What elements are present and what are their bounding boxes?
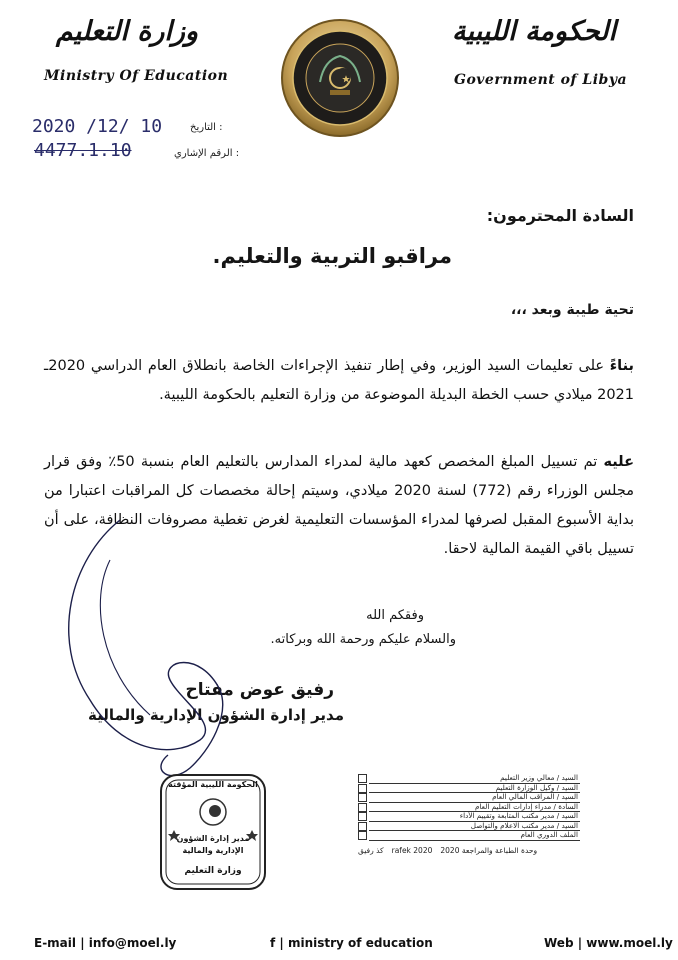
paragraph-2-text: تم تسييل المبلغ المخصص كعهد مالية لمدراء المدارس بالتعليم العام بنسبة 50٪ وفق قرار مجلس الوزراء رقم (772) لسنة 2020 ميلادي، وسيتم إحالة مخصصات كل المراقبات اعتبارا من بداية الأسبوع المقبل لصرفها لمدراء المؤسسات التعليمية لغرض تغطية مصروفات النظافة، على أن تسييل باقي القيمة المالية لاحقا. <box>44 454 634 557</box>
distribution-item: السيد / مدير مكتب الاعلام والتواصل <box>358 822 580 832</box>
greeting: تحية طيبة وبعد ،،، <box>510 302 634 318</box>
signer-title: مدير إدارة الشؤون الإدارية والمالية <box>88 706 344 724</box>
footer-email[interactable] <box>34 936 176 950</box>
stamp-line-1: مدير إدارة الشؤون <box>176 834 250 843</box>
distribution-footer-left: وحدة الطباعة والمراجعة 2020 <box>440 845 538 855</box>
stamp-top-text: الحكومة الليبية المؤقتة <box>168 780 258 789</box>
distribution-list <box>358 774 580 855</box>
checkbox-icon <box>358 812 367 821</box>
distribution-item: السيد / مدير مكتب المتابعة وتقييم الأداء <box>358 812 580 822</box>
government-name-en: Government of Libya <box>454 72 628 88</box>
facebook-icon: f <box>270 936 276 950</box>
official-stamp <box>158 772 268 892</box>
paragraph-1-lead: بناءً <box>609 358 634 374</box>
distribution-item: السادة / مدراء إدارات التعليم العام <box>358 803 580 813</box>
paragraph-2-lead: عليه <box>603 454 634 470</box>
paragraph-1-text: على تعليمات السيد الوزير، وفي إطار تنفيذ الإجراءات الخاصة بانطلاق العام الدراسي 2020ـ 2021 ميلادي حسب الخطة البديلة الموضوعة من وزارة التعليم بالحكومة الليبية. <box>44 358 634 403</box>
email-address[interactable]: info@moel.ly <box>88 936 177 950</box>
distribution-item: السيد / المراقب المالي العام <box>358 793 580 803</box>
ministry-name-en: Ministry Of Education <box>44 68 229 84</box>
closing-line-1: وفقكم الله <box>366 608 424 623</box>
checkbox-icon <box>358 822 367 831</box>
website-url[interactable]: www.moel.ly <box>586 936 673 950</box>
web-label: Web <box>544 936 574 950</box>
checkbox-icon <box>358 831 367 840</box>
recipients-heading: مراقبو التربية والتعليم. <box>212 244 452 268</box>
checkbox-icon <box>358 793 367 802</box>
ministry-name-ar: وزارة التعليم <box>55 16 198 47</box>
distribution-item: الملف الدوري العام <box>358 831 580 841</box>
date-value: 2020 /12/ 10 <box>32 116 163 137</box>
footer-separator: | <box>577 936 587 950</box>
footer-separator: | <box>80 936 89 950</box>
checkbox-icon <box>358 774 367 783</box>
government-seal-icon <box>280 18 400 138</box>
reference-value: 4477.1.10 <box>34 140 132 161</box>
reference-label: الرقم الإشاري : <box>174 148 240 159</box>
facebook-page-name[interactable]: ministry of education <box>287 936 433 950</box>
distribution-footer-right: كذ رفيق <box>358 845 384 855</box>
addressee: السادة المحترمون: <box>486 206 634 225</box>
footer-separator: | <box>279 936 288 950</box>
stamp-line-2: الإدارية والمالية <box>182 846 244 855</box>
distribution-footer-code: rafek 2020 <box>391 845 433 855</box>
footer-website[interactable] <box>544 936 673 950</box>
government-name-ar: الحكومة الليبية <box>452 16 616 47</box>
stamp-bottom-text: وزارة التعليم <box>184 866 242 876</box>
distribution-item: السيد / وكيل الوزارة التعليم <box>358 784 580 794</box>
distribution-item: السيد / معالي وزير التعليم <box>358 774 580 784</box>
closing-line-2: والسلام عليكم ورحمة الله وبركاته. <box>270 632 456 647</box>
checkbox-icon <box>358 784 367 793</box>
paragraph-1 <box>44 352 634 410</box>
checkbox-icon <box>358 803 367 812</box>
signature <box>50 500 350 800</box>
date-label: التاريخ : <box>190 122 223 133</box>
footer-facebook[interactable] <box>270 936 433 950</box>
email-label: E-mail <box>34 936 77 950</box>
signer-name: رفيق عوض مفتاح <box>185 680 334 700</box>
